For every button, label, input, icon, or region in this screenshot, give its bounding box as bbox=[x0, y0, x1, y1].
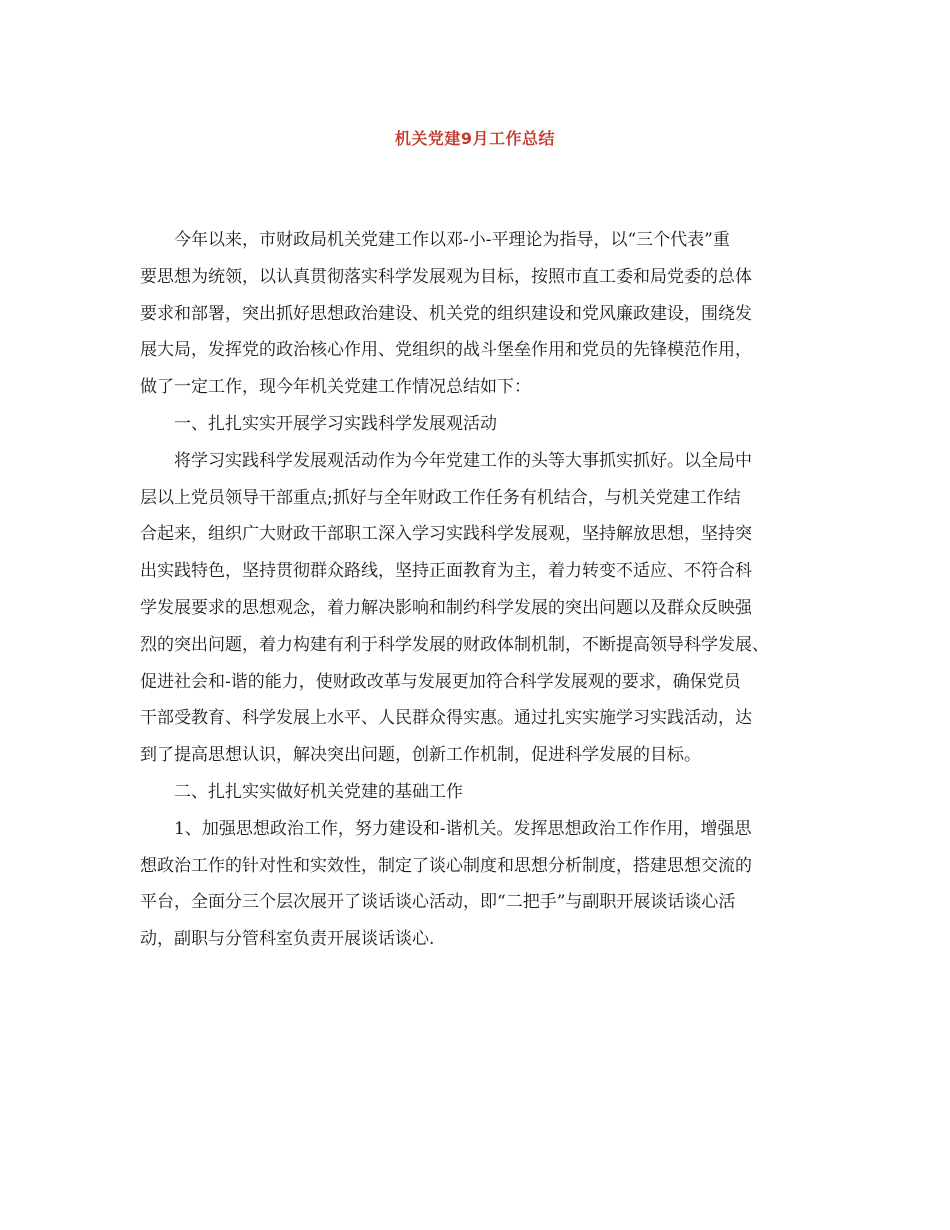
text-line: 二、扎扎实实做好机关党建的基础工作 bbox=[174, 781, 463, 802]
document-body bbox=[140, 222, 820, 958]
document-title: 机关党建9月工作总结 bbox=[394, 129, 556, 148]
text-line: 学发展要求的思想观念，着力解决影响和制约科学发展的突出问题以及群众反映强 bbox=[140, 597, 752, 618]
text-line: 将学习实践科学发展观活动作为今年党建工作的头等大事抓实抓好。以全局中 bbox=[174, 450, 752, 471]
text-line: 一、扎扎实实开展学习实践科学发展观活动 bbox=[174, 413, 497, 434]
text-line: 1、加强思想政治工作，努力建设和-谐机关。发挥思想政治工作作用，增强思 bbox=[174, 818, 752, 839]
text-line: 展大局，发挥党的政治核心作用、党组织的战斗堡垒作用和党员的先锋模范作用， bbox=[140, 340, 752, 361]
text-line: 要思想为统领，以认真贯彻落实科学发展观为目标，按照市直工委和局党委的总体 bbox=[140, 266, 752, 287]
text-line: 干部受教育、科学发展上水平、人民群众得实惠。通过扎实实施学习实践活动，达 bbox=[140, 708, 752, 729]
text-line: 要求和部署，突出抓好思想政治建设、机关党的组织建设和党风廉政建设，围绕发 bbox=[140, 303, 752, 324]
text-line: 平台，全面分三个层次展开了谈话谈心活动，即“二把手”与副职开展谈话谈心活 bbox=[140, 892, 736, 913]
text-line: 今年以来，市财政局机关党建工作以邓-小-平理论为指导，以“三个代表”重 bbox=[174, 230, 730, 250]
text-line: 促进社会和-谐的能力，使财政改革与发展更加符合科学发展观的要求，确保党员 bbox=[140, 671, 741, 692]
text-line: 出实践特色，坚持贯彻群众路线，坚持正面教育为主，着力转变不适应、不符合科 bbox=[140, 561, 752, 582]
text-line: 动，副职与分管科室负责开展谈话谈心. bbox=[140, 929, 435, 950]
text-line: 层以上党员领导干部重点;抓好与全年财政工作任务有机结合，与机关党建工作结 bbox=[140, 487, 741, 508]
text-line: 烈的突出问题，着力构建有利于科学发展的财政体制机制，不断提高领导科学发展、 bbox=[140, 634, 769, 655]
text-line: 做了一定工作，现今年机关党建工作情况总结如下： bbox=[140, 377, 531, 398]
text-line: 到了提高思想认识，解决突出问题，创新工作机制，促进科学发展的目标。 bbox=[140, 745, 701, 766]
text-line: 合起来，组织广大财政干部职工深入学习实践科学发展观，坚持解放思想，坚持突 bbox=[140, 524, 752, 545]
text-line: 想政治工作的针对性和实效性，制定了谈心制度和思想分析制度，搭建思想交流的 bbox=[140, 855, 752, 876]
